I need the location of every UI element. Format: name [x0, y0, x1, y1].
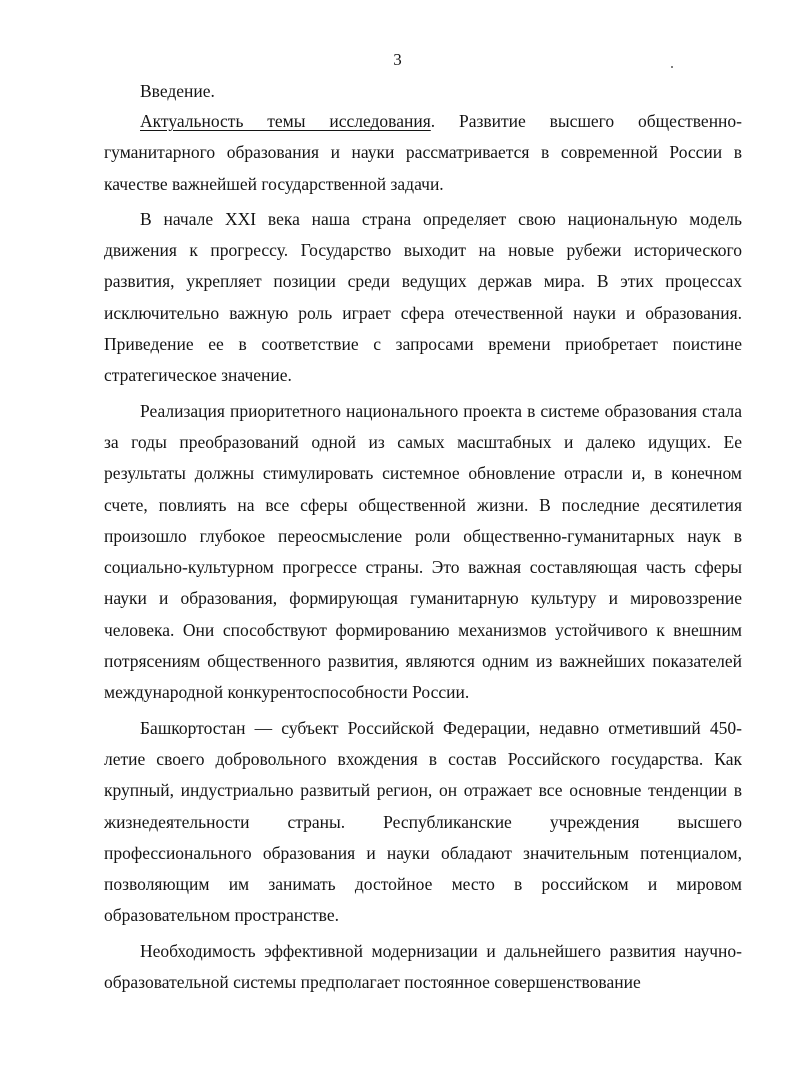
- page-number: 3: [393, 50, 402, 69]
- paragraph-2: Реализация приоритетного национального проекта в системе образования стала за годы преобразований одной из самых масштабных и далеко идущих. Ее результаты должны стимулировать системное обновление отрасли и, в конечном счете, повлиять на все сферы общественной жизни. В последние десятилетия произошло глубокое переосмысление роли общественно-гуманитарных наук в социально-культурном прогрессе страны. Это важная составляющая часть сферы науки и образования, формирующая гуманитарную культуру и мировоззрение человека. Они способствуют формированию механизмов устойчивого к внешним потрясениям общественного развития, являются одним из важнейших показателей международной конкурентоспособности России.: [104, 400, 742, 703]
- relevance-text: . Развитие высшего общественно-гуманитарного образования и науки рассматривается в современной России в качестве важнейшей государственной задачи.: [104, 111, 742, 194]
- paragraph-relevance: [104, 106, 742, 200]
- body-text: [104, 106, 742, 998]
- paragraph-4: Необходимость эффективной модернизации и дальнейшего развития научно-образовательной системы предполагает постоянное совершенствование: [104, 940, 742, 993]
- scan-speck: [671, 66, 673, 68]
- section-heading: Введение.: [140, 81, 215, 101]
- paragraph-3: Башкортостан — субъект Российской Федерации, недавно отметивший 450-летие своего добровольного вхождения в состав Российского государства. Как крупный, индустриально развитый регион, он отражает все основные тенденции в жизнедеятельности страны. Республиканские учреждения высшего профессионального образования и науки обладают значительным потенциалом, позволяющим им занимать достойное место в российском и мировом образовательном пространстве.: [104, 717, 742, 926]
- relevance-lead: Актуальность темы исследования: [140, 111, 431, 131]
- paragraph-1: В начале XXI века наша страна определяет свою национальную модель движения к прогрессу. Государство выходит на новые рубежи исторического развития, укрепляет позиции среди ведущих держав мира. В этих процессах исключительно важную роль играет сфера отечественной науки и образования. Приведение ее в соответствие с запросами времени приобретает поистине стратегическое значение.: [104, 208, 742, 386]
